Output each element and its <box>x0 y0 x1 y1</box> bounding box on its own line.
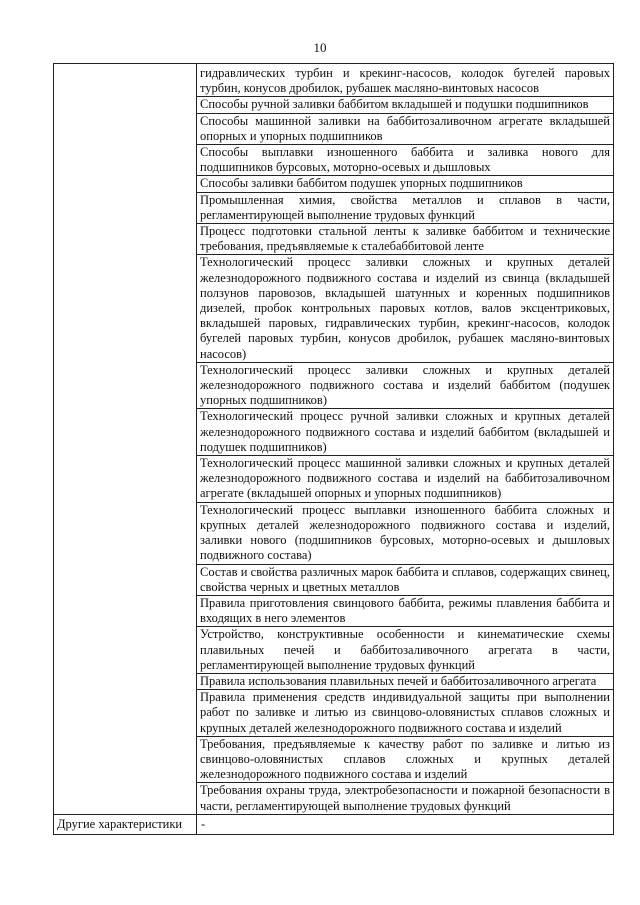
knowledge-item: Способы выплавки изношенного баббита и заливка нового для подшипников бурсовых, моторно-осевых и дышловых <box>197 145 613 176</box>
row-label-empty <box>54 64 197 814</box>
table-row-knowledge <box>54 64 613 815</box>
knowledge-item: Требования охраны труда, электробезопасности и пожарной безопасности в части, регламентирующей выполнение трудовых функций <box>200 783 610 813</box>
knowledge-item: Технологический процесс заливки сложных и крупных деталей железнодорожного подвижного состава и изделий из свинца (вкладышей ползунов паровозов, вкладышей шатунных и коренных подшипников дизелей, пробок контрольных паровых котлов, валов эксцентриковых, вкладышей паровых, гидравлических турбин, крекинг-насосов, колодок бугелей паровых турбин, конусов дробилок, рубашек масляно-винтовых насосов) <box>197 255 613 362</box>
knowledge-item: гидравлических турбин и крекинг-насосов, колодок бугелей паровых турбин, конусов дробилок, рубашек масляно-винтовых насосов <box>197 64 613 97</box>
knowledge-item: Технологический процесс машинной заливки сложных и крупных деталей железнодорожного подвижного состава и изделий на баббитозаливочном агрегате (вкладышей опорных и упорных подшипников) <box>197 456 613 503</box>
knowledge-item: Промышленная химия, свойства металлов и сплавов в части, регламентирующей выполнение трудовых функций <box>197 193 613 224</box>
knowledge-item: Технологический процесс заливки сложных и крупных деталей железнодорожного подвижного состава и изделий баббитом (подушек упорных подшипников) <box>197 363 613 410</box>
knowledge-item: Требования, предъявляемые к качеству работ по заливке и литью из свинцово-оловянистых сплавов сложных и крупных деталей железнодорожного подвижного состава и изделий <box>197 737 613 784</box>
knowledge-item: Способы заливки баббитом подушек упорных подшипников <box>197 176 613 192</box>
page-number: 10 <box>313 40 327 55</box>
knowledge-item: Правила использования плавильных печей и баббитозаливочного агрегата <box>197 674 613 690</box>
knowledge-item: Технологический процесс выплавки изношенного баббита сложных и крупных деталей железнодорожного подвижного состава и изделий, заливки нового (подшипников бурсовых, моторно-осевых и дышловых подвижного состава) <box>197 503 613 565</box>
knowledge-item: Процесс подготовки стальной ленты к заливке баббитом и технические требования, предъявляемые к сталебаббитовой ленте <box>197 224 613 255</box>
knowledge-list <box>197 64 613 814</box>
knowledge-item: Способы машинной заливки на баббитозаливочном агрегате вкладышей опорных и упорных подшипников <box>197 114 613 145</box>
other-characteristics-value: - <box>201 816 206 831</box>
knowledge-item: Способы ручной заливки баббитом вкладышей и подушки подшипников <box>197 97 613 113</box>
knowledge-item: Правила приготовления свинцового баббита, режимы плавления баббита и входящих в него элементов <box>197 596 613 627</box>
knowledge-item: Технологический процесс ручной заливки сложных и крупных деталей железнодорожного подвижного состава и изделий баббитом (вкладышей и подушек подшипников) <box>197 409 613 456</box>
knowledge-item: Правила применения средств индивидуальной защиты при выполнении работ по заливке и литью из свинцово-оловянистых сплавов сложных и крупных деталей железнодорожного подвижного состава и изделий <box>197 690 613 737</box>
table-row-other <box>54 815 613 835</box>
knowledge-item: Устройство, конструктивные особенности и кинематические схемы плавильных печей и баббитозаливочного агрегата в части, регламентирующей выполнение трудовых функций <box>197 627 613 674</box>
knowledge-item: Состав и свойства различных марок баббита и сплавов, содержащих свинец, свойства черных и цветных металлов <box>197 565 613 596</box>
other-characteristics-label: Другие характеристики <box>54 815 197 834</box>
knowledge-table <box>53 63 614 835</box>
